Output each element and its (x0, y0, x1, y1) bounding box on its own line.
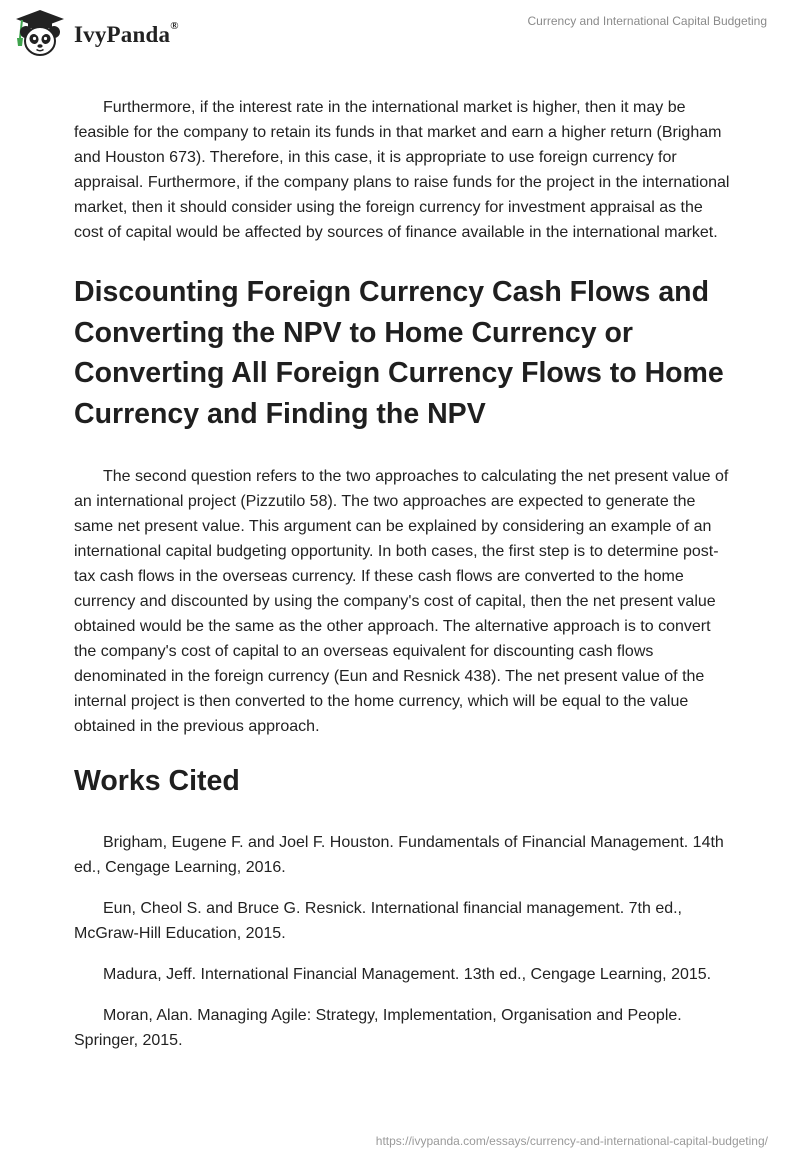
brand-text: IvyPanda (74, 22, 171, 47)
citation-entry: Moran, Alan. Managing Agile: Strategy, Implementation, Organisation and People. Springer, 2015. (74, 1006, 682, 1049)
works-cited-list (74, 830, 730, 1053)
citation-entry: Brigham, Eugene F. and Joel F. Houston. Fundamentals of Financial Management. 14th ed., Cengage Learning, 2016. (74, 833, 724, 876)
ivypanda-logo[interactable] (14, 8, 179, 58)
registered-mark: ® (170, 20, 179, 33)
source-url-link[interactable]: https://ivypanda.com/essays/currency-and-international-capital-budgeting/ (375, 1134, 768, 1148)
panda-graduate-icon (14, 8, 66, 58)
works-cited-heading: Works Cited (74, 765, 240, 797)
essay-content (74, 70, 730, 1069)
page-header (0, 0, 800, 70)
section-heading: Discounting Foreign Currency Cash Flows and Converting the NPV to Home Currency or Converting All Foreign Currency Flows to Home Currency and Finding the NPV (74, 276, 724, 430)
section-paragraph: The second question refers to the two approaches to calculating the net present value of an international project (Pizzutilo 58). The two approaches are expected to generate the same net present value. This argument can be explained by considering an example of an international capital budgeting opportunity. In both cases, the first step is to determine post-tax cash flows in the overseas currency. If these cash flows are converted to the home currency and discounted by using the company's cost of capital, then the net present value obtained would be the same as the other approach. The alternative approach is to convert the company's cost of capital to an overseas equivalent for discounting cash flows denominated in the foreign currency (Eun and Resnick 438). The net present value of the internal project is then converted to the home currency, which will be equal to the value obtained in the previous approach. (74, 468, 729, 735)
intro-paragraph: Furthermore, if the interest rate in the international market is higher, then it may be feasible for the company to retain its funds in that market and earn a higher return (Brigham and Houston 673). Therefore, in this case, it is appropriate to use foreign currency for appraisal. Furthermore, if the company plans to raise funds for the project in the international market, then it should consider using the foreign currency for investment appraisal as the cost of capital would be affected by sources of finance available in the international market. (74, 99, 730, 241)
document-title: Currency and International Capital Budgeting (527, 14, 767, 28)
citation-entry: Madura, Jeff. International Financial Management. 13th ed., Cengage Learning, 2015. (103, 965, 712, 983)
brand-name (74, 22, 179, 48)
citation-entry: Eun, Cheol S. and Bruce G. Resnick. International financial management. 7th ed., McGraw-Hill Education, 2015. (74, 899, 682, 942)
